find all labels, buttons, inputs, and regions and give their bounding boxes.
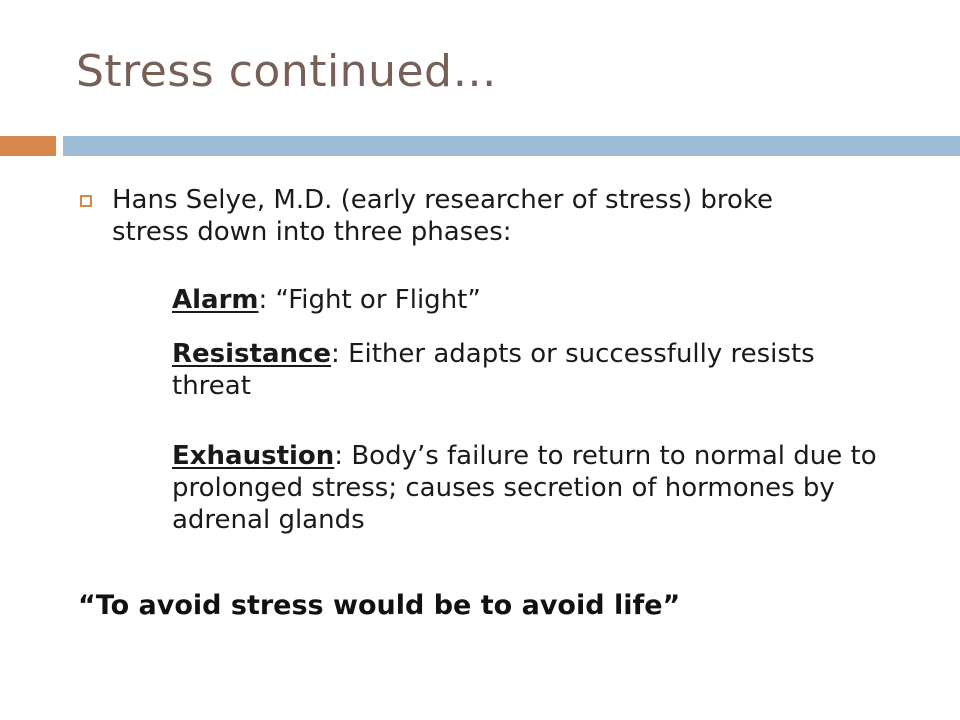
hollow-square-bullet-icon xyxy=(80,195,92,207)
phase-term: Alarm xyxy=(172,285,259,315)
phase-alarm xyxy=(172,284,892,316)
phase-description: : Body’s failure to return to normal due to prolonged stress; causes secretion of hormones by adrenal glands xyxy=(172,441,877,535)
phase-resistance xyxy=(172,338,892,402)
phase-description: : Either adapts or successfully resists threat xyxy=(172,339,815,401)
phase-term: Exhaustion xyxy=(172,441,335,471)
closing-quote: “To avoid stress would be to avoid life” xyxy=(78,590,681,621)
phase-term: Resistance xyxy=(172,339,332,369)
intro-paragraph xyxy=(112,184,773,248)
intro-line-1: Hans Selye, M.D. (early researcher of stress) broke xyxy=(112,185,774,215)
title-underline-bar xyxy=(63,136,960,156)
accent-bar xyxy=(0,136,56,156)
phase-exhaustion xyxy=(172,440,892,536)
slide-title: Stress continued… xyxy=(76,46,497,97)
intro-line-2: stress down into three phases: xyxy=(112,217,512,247)
phase-description: : “Fight or Flight” xyxy=(258,285,481,315)
